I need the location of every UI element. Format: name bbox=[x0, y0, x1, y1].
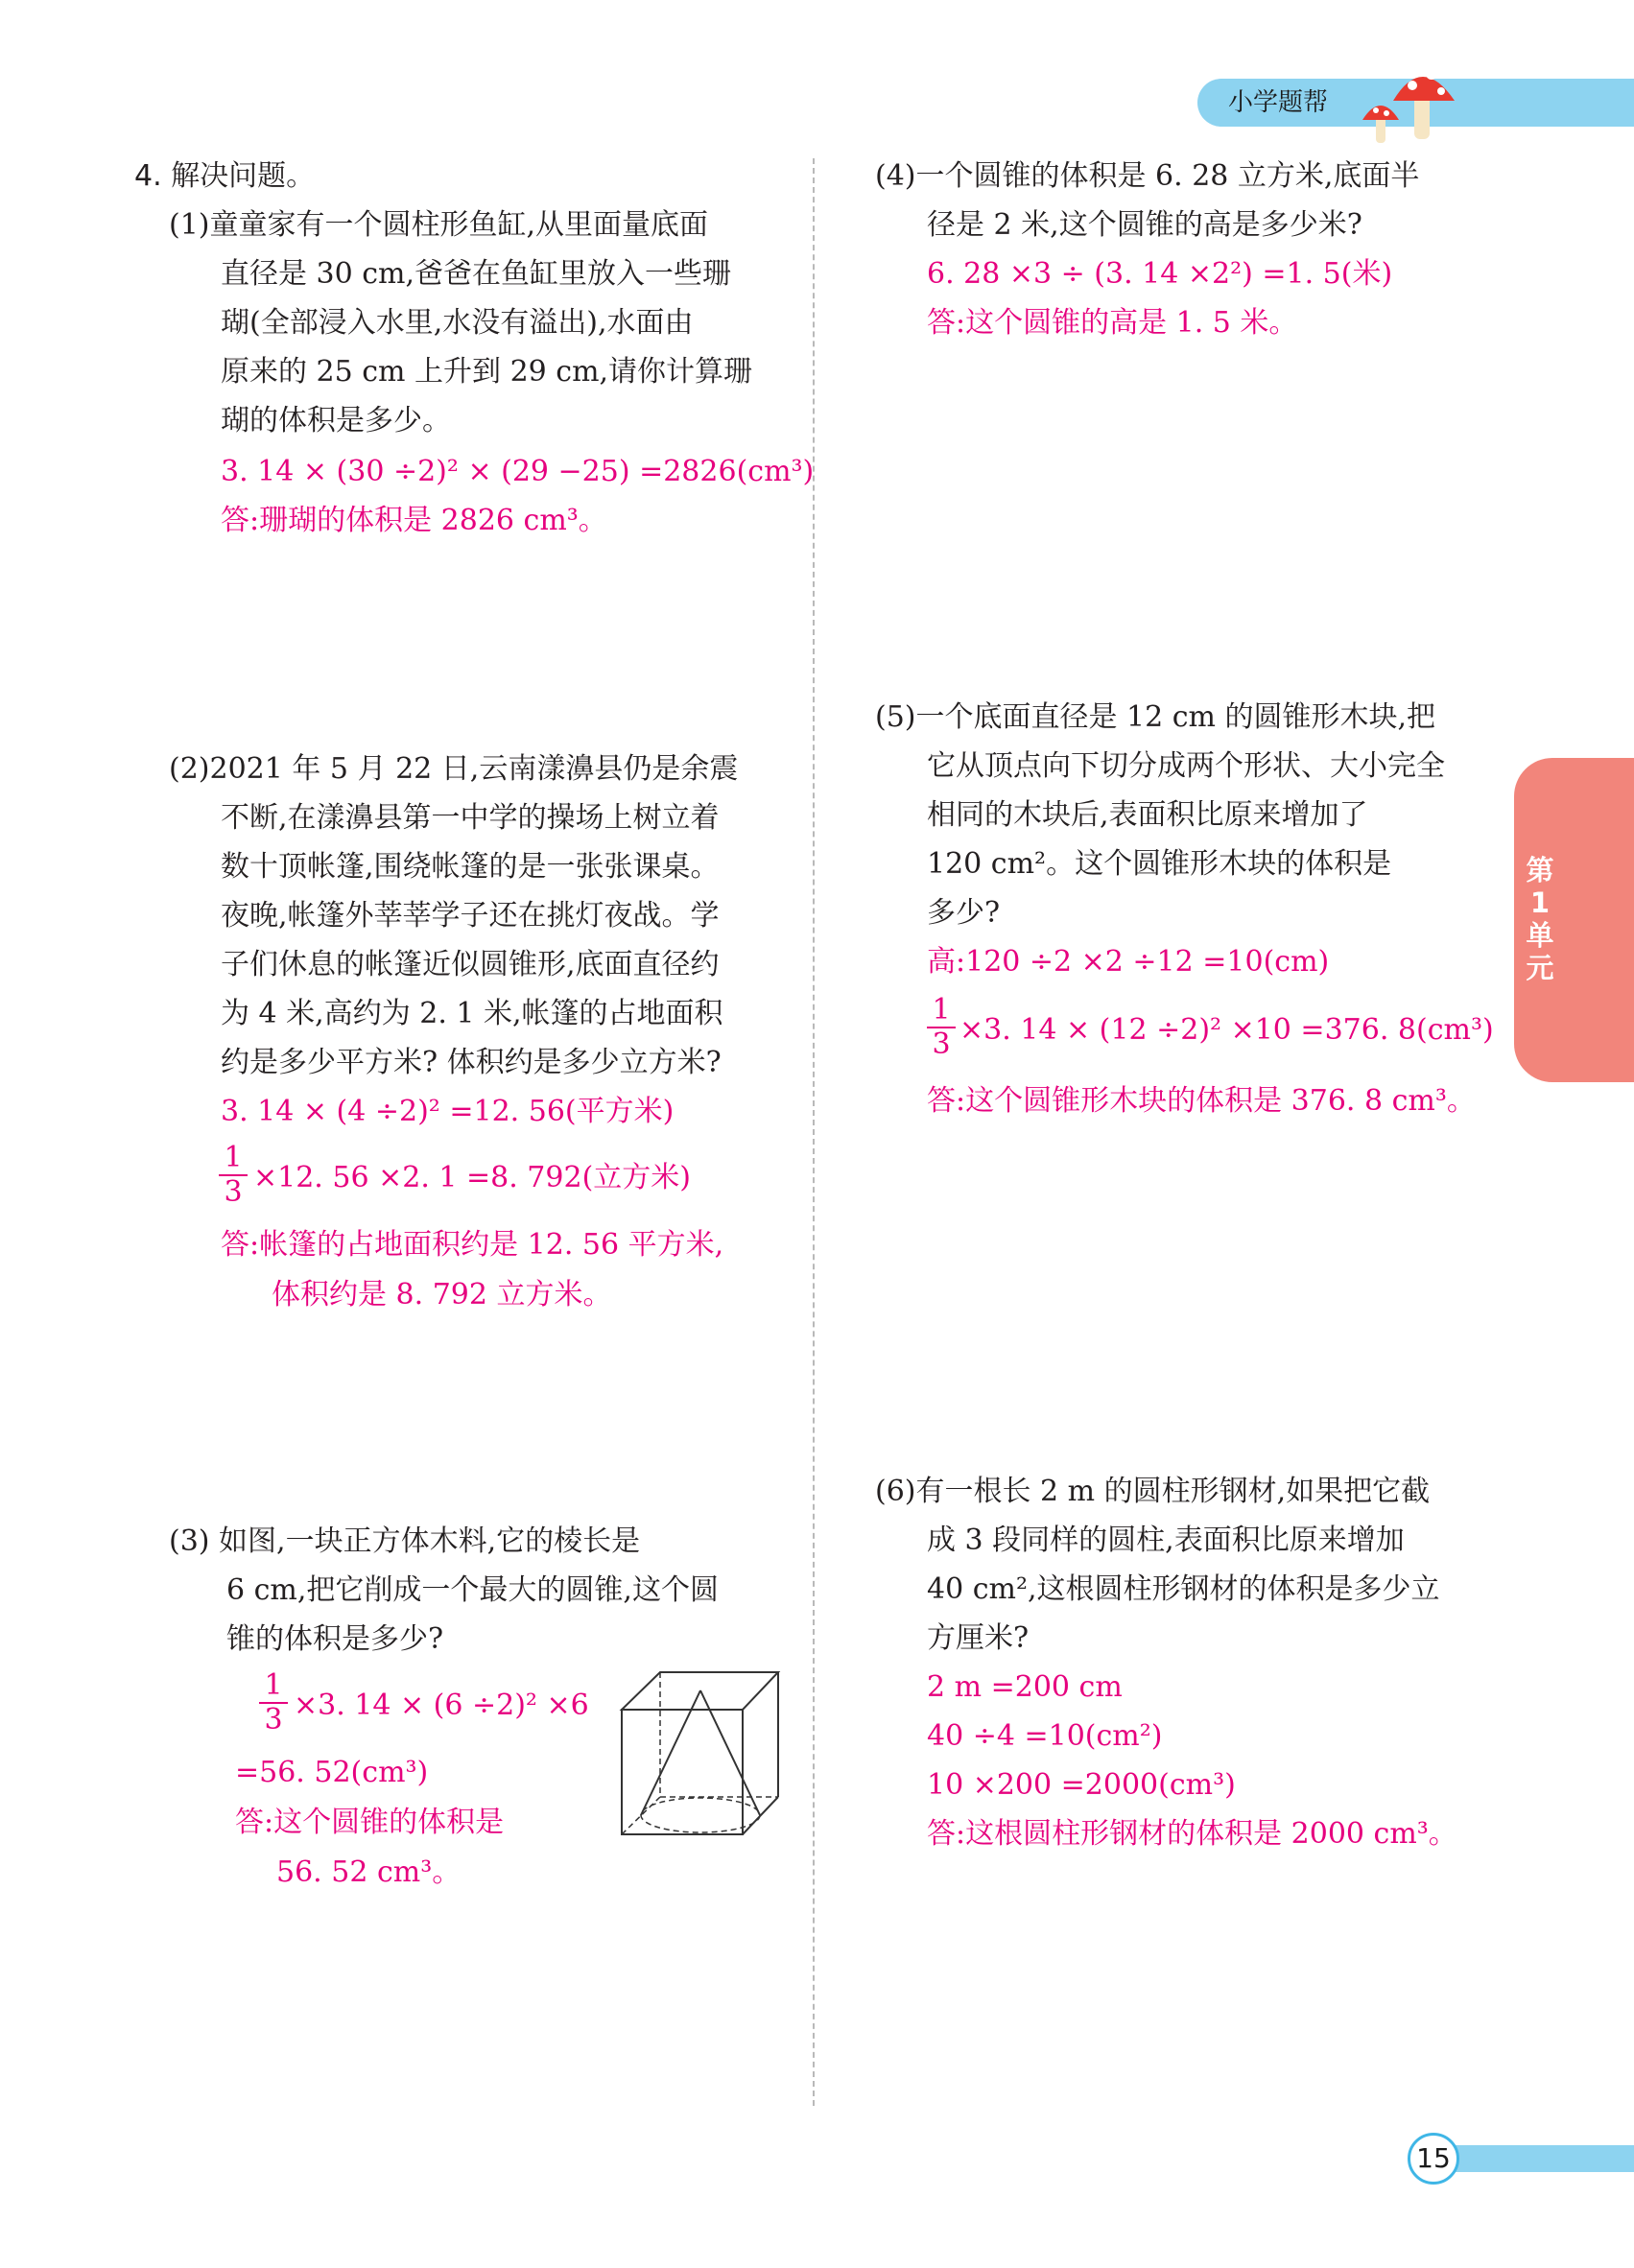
problem-text: 相同的木块后,表面积比原来增加了 bbox=[927, 798, 1368, 832]
problem-text: 瑚的体积是多少。 bbox=[221, 404, 451, 437]
problem-text: 方厘米? bbox=[927, 1621, 1030, 1655]
problem-text: 瑚(全部浸入水里,水没有溢出),水面由 bbox=[221, 306, 694, 340]
answer-equation: =56. 52(cm³) bbox=[235, 1756, 429, 1789]
problem-text: (2)2021 年 5 月 22 日,云南漾濞县仍是余震 bbox=[169, 752, 739, 786]
problem-text: 6 cm,把它削成一个最大的圆锥,这个圆 bbox=[226, 1573, 719, 1607]
fraction-numerator: 1 bbox=[219, 1142, 248, 1176]
answer-statement: 答:珊瑚的体积是 2826 cm³。 bbox=[221, 504, 607, 537]
problem-text: 数十顶帐篷,围绕帐篷的是一张张课桌。 bbox=[221, 850, 720, 884]
problem-text: 直径是 30 cm,爸爸在鱼缸里放入一些珊 bbox=[221, 257, 732, 291]
answer-equation: ×3. 14 × (12 ÷2)² ×10 =376. 8(cm³) bbox=[959, 1013, 1494, 1047]
fraction-numerator: 1 bbox=[259, 1669, 288, 1704]
page-number: 15 bbox=[1408, 2133, 1459, 2185]
problem-text: 多少? bbox=[927, 896, 1001, 930]
problem-text: 为 4 米,高约为 2. 1 米,帐篷的占地面积 bbox=[221, 997, 723, 1030]
problem-text: 成 3 段同样的圆柱,表面积比原来增加 bbox=[927, 1524, 1405, 1557]
problem-text: (3) 如图,一块正方体木料,它的棱长是 bbox=[169, 1524, 641, 1558]
fraction-denominator: 3 bbox=[224, 1175, 243, 1209]
column-divider bbox=[813, 158, 815, 2106]
problem-text: 不断,在漾濞县第一中学的操场上树立着 bbox=[221, 801, 720, 835]
problem-text: 径是 2 米,这个圆锥的高是多少米? bbox=[927, 208, 1362, 242]
fraction-denominator: 3 bbox=[932, 1028, 951, 1061]
answer-equation: 高:120 ÷2 ×2 ÷12 =10(cm) bbox=[927, 945, 1330, 979]
answer-equation: 40 ÷4 =10(cm²) bbox=[927, 1719, 1163, 1753]
header-label: 小学题帮 bbox=[1228, 88, 1329, 117]
footer-bar bbox=[1451, 2145, 1634, 2172]
fraction-denominator: 3 bbox=[264, 1703, 283, 1736]
cube-cone-figure bbox=[619, 1669, 782, 1837]
problem-text: 原来的 25 cm 上升到 29 cm,请你计算珊 bbox=[221, 355, 753, 389]
unit-tab-label: 第1单元 bbox=[1526, 854, 1554, 984]
answer-equation: 3. 14 × (4 ÷2)² =12. 56(平方米) bbox=[221, 1095, 675, 1128]
answer-equation: 3. 14 × (30 ÷2)² × (29 −25) =2826(cm³) bbox=[221, 455, 815, 488]
answer-equation: 2 m =200 cm bbox=[927, 1670, 1123, 1704]
answer-statement: 答:这个圆锥形木块的体积是 376. 8 cm³。 bbox=[927, 1084, 1476, 1118]
answer-statement: 答:这根圆柱形钢材的体积是 2000 cm³。 bbox=[927, 1817, 1457, 1851]
problem-text: (1)童童家有一个圆柱形鱼缸,从里面量底面 bbox=[169, 208, 709, 242]
fraction bbox=[927, 994, 956, 1061]
problem-text: 120 cm²。这个圆锥形木块的体积是 bbox=[927, 847, 1392, 881]
answer-statement: 答:这个圆锥的高是 1. 5 米。 bbox=[927, 306, 1298, 340]
problem-text: 它从顶点向下切分成两个形状、大小完全 bbox=[927, 749, 1445, 783]
problem-text: (4)一个圆锥的体积是 6. 28 立方米,底面半 bbox=[875, 159, 1420, 193]
fraction bbox=[259, 1669, 288, 1736]
answer-equation: ×12. 56 ×2. 1 =8. 792(立方米) bbox=[253, 1161, 691, 1194]
fraction-numerator: 1 bbox=[927, 994, 956, 1028]
problem-text: 夜晚,帐篷外莘莘学子还在挑灯夜战。学 bbox=[221, 899, 720, 933]
problem-text: 锥的体积是多少? bbox=[226, 1622, 444, 1656]
answer-statement: 答:帐篷的占地面积约是 12. 56 平方米, bbox=[221, 1228, 724, 1262]
answer-equation: 6. 28 ×3 ÷ (3. 14 ×2²) =1. 5(米) bbox=[927, 257, 1393, 291]
problem-text: (5)一个底面直径是 12 cm 的圆锥形木块,把 bbox=[875, 700, 1436, 734]
problem-text: (6)有一根长 2 m 的圆柱形钢材,如果把它截 bbox=[875, 1475, 1431, 1508]
fraction bbox=[219, 1142, 248, 1209]
answer-statement: 答:这个圆锥的体积是 bbox=[235, 1806, 505, 1839]
mushroom-icon bbox=[1353, 53, 1468, 149]
section-title: 4. 解决问题。 bbox=[134, 159, 316, 193]
problem-text: 约是多少平方米? 体积约是多少立方米? bbox=[221, 1046, 722, 1079]
problem-text: 40 cm²,这根圆柱形钢材的体积是多少立 bbox=[927, 1572, 1440, 1606]
answer-equation: ×3. 14 × (6 ÷2)² ×6 bbox=[294, 1689, 589, 1722]
answer-statement: 体积约是 8. 792 立方米。 bbox=[272, 1278, 612, 1311]
answer-equation: 10 ×200 =2000(cm³) bbox=[927, 1768, 1236, 1802]
problem-text: 子们休息的帐篷近似圆锥形,底面直径约 bbox=[221, 948, 720, 981]
answer-statement: 56. 52 cm³。 bbox=[276, 1855, 462, 1889]
